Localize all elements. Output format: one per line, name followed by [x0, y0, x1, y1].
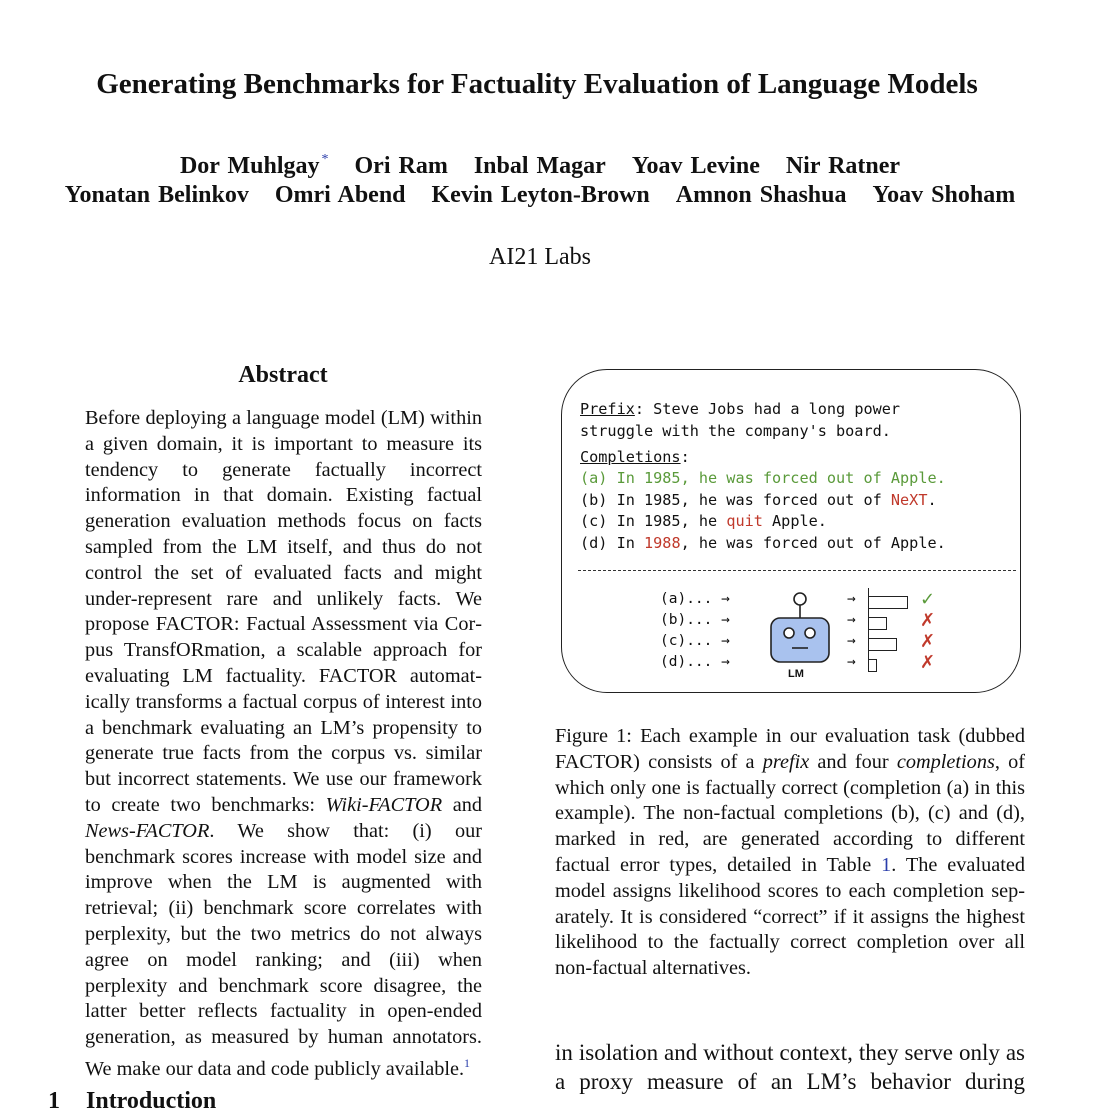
likelihood-bar — [869, 596, 908, 609]
arrow: → — [847, 612, 856, 628]
author-name: Dor Muhlgay * — [179, 152, 329, 179]
likelihood-bars — [868, 588, 869, 672]
table-ref-link[interactable]: 1 — [881, 853, 892, 876]
arrow: → — [847, 654, 856, 670]
likelihood-bar — [869, 659, 877, 672]
cross-icon: ✗ — [920, 631, 936, 652]
completion-a: (a) In 1985, he was forced out of Apple. — [580, 469, 946, 487]
body-text: in isolation and without context, they serve only as a proxy measure of an LM’s behavior during — [555, 1040, 1025, 1094]
author-name: Yonatan Belinkov — [64, 182, 249, 208]
author-name: Nir Ratner — [785, 153, 901, 179]
figure-divider — [578, 570, 1016, 571]
author-line-1 — [0, 152, 1080, 180]
input-label: (d)... → — [660, 654, 730, 670]
figure-prefix: Prefix: Steve Jobs had a long power struggle with the company's board. — [580, 400, 901, 440]
section-number: 1 — [48, 1088, 60, 1114]
author-line-2 — [0, 182, 1080, 209]
model-label: LM — [788, 668, 804, 680]
robot-icon — [767, 588, 837, 668]
completion-d: (d) In 1988, he was forced out of Apple. — [580, 534, 946, 552]
cross-icon: ✗ — [920, 610, 936, 631]
abstract-body: Before deploying a language model (LM) within a given domain, it is important to measure its tendency to generate factually incorrect information in that domain. Existing factual generation evaluation methods focus on facts sampled from the LM itself, and thus do not control the set of evaluated facts and might under-represent rare and unlikely facts. We propose FACTOR: Factual Assessment via Corpus TransfORmation, a scalable approach for evaluating LM factuality. FACTOR automatically transforms a factual corpus of interest into a benchmark evaluating an LM’s propensity to generate true facts from the corpus vs. similar but incorrect statements. We use our framework to create two benchmarks: Wiki-FACTOR and News-FACTOR. We show that: (i) our benchmark scores increase with model size and improve when the LM is augmented with retrieval; (ii) benchmark score correlates with perplexity, but the two metrics do not always agree on model ranking; and (iii) when perplexity and benchmark score disagree, the latter better reflects factuality in open-ended generation, as measured by human annotators. We make our data and code publicly available.$^1$ — [85, 407, 482, 1080]
footnote-mark: * — [321, 152, 329, 167]
author-name: Yoav Shoham — [872, 182, 1016, 208]
author-name: Yoav Levine — [631, 153, 760, 179]
check-icon: ✓ — [920, 589, 936, 610]
section-heading — [48, 1088, 216, 1115]
completion-c: (c) In 1985, he quit Apple. — [580, 512, 827, 530]
completions-heading: Completions: — [580, 448, 690, 466]
arrow: → — [847, 633, 856, 649]
news-factor-name: News-FACTOR — [85, 819, 210, 842]
paper-title: Generating Benchmarks for Factuality Evaluation of Language Models — [96, 68, 978, 100]
likelihood-bar — [869, 638, 897, 651]
arrow: → — [847, 591, 856, 607]
author-name: Inbal Magar — [473, 153, 606, 179]
input-label: (a)... → — [660, 591, 730, 607]
completion-b: (b) In 1985, he was forced out of NeXT. — [580, 491, 937, 509]
figure-1 — [561, 369, 1021, 693]
author-name: Kevin Leyton-Brown — [431, 182, 650, 208]
wiki-factor-name: Wiki-FACTOR — [325, 793, 443, 816]
section-title: Introduction — [86, 1088, 217, 1114]
figure-caption: Figure 1: Each example in our evaluation task (dubbed FACTOR) consists of a prefix and four completions, of which only one is factually correct (completion (a) in this example). The non-factual completions (b), (c) and (d), marked in red, are generated according to different factual error types, detailed in Table 1. The evaluated model assigns likelihood scores to each completion separately. It is considered “correct” if it assigns the highest likelihood to the factually correct completion over all non-factual alternatives. — [555, 725, 1025, 980]
footnote-ref[interactable]: 1 — [464, 1055, 471, 1070]
author-name: Ori Ram — [354, 153, 448, 179]
input-label: (c)... → — [660, 633, 730, 649]
author-name: Omri Abend — [274, 182, 406, 208]
affiliation: AI21 Labs — [489, 244, 591, 270]
abstract-heading: Abstract — [238, 362, 328, 388]
cross-icon: ✗ — [920, 652, 936, 673]
likelihood-bar — [869, 617, 887, 630]
input-label: (b)... → — [660, 612, 730, 628]
author-name: Amnon Shashua — [675, 182, 847, 208]
